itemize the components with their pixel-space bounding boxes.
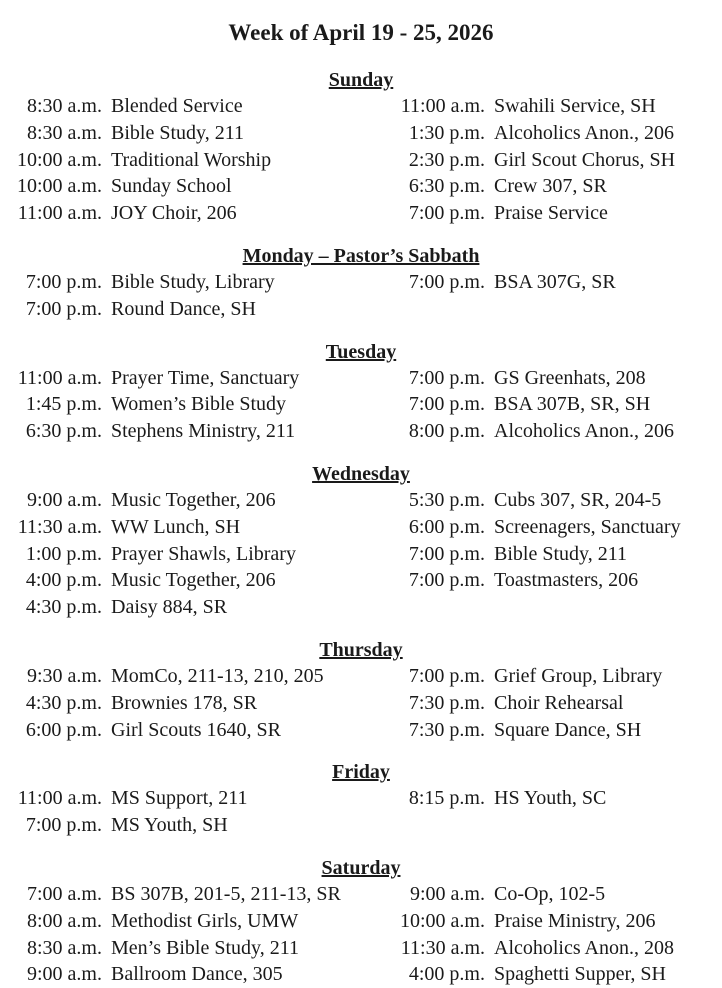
- days-container: [0, 68, 722, 988]
- event-description: MomCo, 211-13, 210, 205: [111, 664, 324, 687]
- event-time: 1:00 p.m.: [25, 542, 102, 565]
- event-description: Bible Study, 211: [111, 121, 244, 144]
- left-event-column: [0, 881, 385, 988]
- event-row: [385, 785, 722, 812]
- event-row: [0, 269, 385, 296]
- event-description: Sunday School: [111, 175, 232, 198]
- event-description: Bible Study, Library: [111, 270, 275, 293]
- day-section: [0, 462, 722, 621]
- event-time: 6:00 p.m.: [408, 515, 485, 538]
- event-time: 4:00 p.m.: [408, 963, 485, 986]
- event-description: Alcoholics Anon., 208: [494, 936, 674, 959]
- event-row: [385, 935, 722, 962]
- event-time: 11:00 a.m.: [17, 202, 102, 225]
- event-description: BS 307B, 201-5, 211-13, SR: [111, 882, 341, 905]
- event-time: 4:30 p.m.: [25, 691, 102, 714]
- event-time: 6:30 p.m.: [25, 420, 102, 443]
- event-row: [385, 663, 722, 690]
- event-row: [385, 269, 722, 296]
- event-description: WW Lunch, SH: [111, 515, 241, 538]
- event-description: Alcoholics Anon., 206: [494, 420, 674, 443]
- event-row: [0, 881, 385, 908]
- day-heading: Saturday: [321, 856, 401, 879]
- event-time: 8:30 a.m.: [27, 95, 102, 117]
- day-heading: Thursday: [319, 638, 403, 661]
- event-time: 8:30 a.m.: [27, 936, 102, 959]
- event-description: Brownies 178, SR: [111, 691, 258, 714]
- event-time: 7:00 p.m.: [25, 270, 102, 293]
- event-description: Swahili Service, SH: [494, 95, 656, 117]
- right-event-column: [385, 785, 722, 839]
- event-time: 7:00 a.m.: [27, 882, 102, 905]
- event-description: Crew 307, SR: [494, 175, 607, 198]
- day-section: [0, 760, 722, 839]
- event-time: 7:00 p.m.: [25, 814, 102, 837]
- left-event-column: [0, 785, 385, 839]
- event-description: Music Together, 206: [111, 488, 276, 511]
- event-time: 7:30 p.m.: [408, 718, 485, 741]
- day-section: [0, 856, 722, 988]
- event-time: 10:00 a.m.: [17, 148, 102, 171]
- event-row: [0, 296, 385, 323]
- event-description: Co-Op, 102-5: [494, 882, 606, 905]
- event-row: [385, 120, 722, 147]
- event-description: Prayer Time, Sanctuary: [111, 366, 300, 389]
- event-time: 7:00 p.m.: [408, 202, 485, 225]
- event-time: 7:30 p.m.: [408, 691, 485, 714]
- event-time: 8:15 p.m.: [408, 787, 485, 810]
- left-event-column: [0, 663, 385, 743]
- event-time: 7:00 p.m.: [408, 393, 485, 416]
- event-row: [0, 418, 385, 445]
- left-event-column: [0, 269, 385, 323]
- event-row: [385, 200, 722, 227]
- event-row: [0, 717, 385, 744]
- event-row: [0, 663, 385, 690]
- event-row: [0, 173, 385, 200]
- event-time: 2:30 p.m.: [408, 148, 485, 171]
- event-row: [0, 391, 385, 418]
- day-section: [0, 340, 722, 445]
- event-row: [385, 147, 722, 174]
- event-row: [385, 717, 722, 744]
- event-row: [385, 690, 722, 717]
- right-event-column: [385, 365, 722, 445]
- event-description: Praise Service: [494, 202, 608, 225]
- event-columns: [0, 785, 722, 839]
- right-event-column: [385, 881, 722, 988]
- event-columns: [0, 663, 722, 743]
- right-event-column: [385, 269, 722, 323]
- event-row: [385, 567, 722, 594]
- left-event-column: [0, 487, 385, 621]
- event-row: [0, 567, 385, 594]
- day-section: [0, 68, 722, 227]
- event-time: 9:00 a.m.: [27, 963, 102, 986]
- event-description: HS Youth, SC: [494, 787, 607, 810]
- event-row: [385, 173, 722, 200]
- event-time: 9:00 a.m.: [27, 488, 102, 511]
- right-event-column: [385, 93, 722, 227]
- event-row: [385, 365, 722, 392]
- event-description: Girl Scouts 1640, SR: [111, 718, 282, 741]
- event-columns: [0, 93, 722, 227]
- event-row: [385, 418, 722, 445]
- event-columns: [0, 269, 722, 323]
- event-description: MS Youth, SH: [111, 814, 228, 837]
- day-heading: Tuesday: [325, 340, 397, 363]
- day-heading: Wednesday: [312, 462, 410, 485]
- event-row: [0, 594, 385, 621]
- event-columns: [0, 881, 722, 988]
- event-time: 10:00 a.m.: [17, 175, 102, 198]
- event-time: 11:30 a.m.: [17, 515, 102, 538]
- event-description: BSA 307B, SR, SH: [494, 393, 651, 416]
- event-time: 6:00 p.m.: [25, 718, 102, 741]
- event-time: 5:30 p.m.: [408, 488, 485, 511]
- event-time: 1:30 p.m.: [408, 121, 485, 144]
- event-description: Bible Study, 211: [494, 542, 627, 565]
- event-row: [385, 881, 722, 908]
- event-time: 7:00 p.m.: [408, 366, 485, 389]
- event-row: [0, 690, 385, 717]
- event-time: 7:00 p.m.: [408, 664, 485, 687]
- day-section: [0, 638, 722, 743]
- event-description: Alcoholics Anon., 206: [494, 121, 674, 144]
- event-time: 9:30 a.m.: [27, 664, 102, 687]
- event-time: 8:00 a.m.: [27, 909, 102, 932]
- event-row: [0, 785, 385, 812]
- event-row: [0, 487, 385, 514]
- event-time: 7:00 p.m.: [25, 297, 102, 320]
- event-time: 11:00 a.m.: [17, 366, 102, 389]
- event-description: Girl Scout Chorus, SH: [494, 148, 676, 171]
- left-event-column: [0, 365, 385, 445]
- event-time: 4:30 p.m.: [25, 596, 102, 619]
- event-time: 10:00 a.m.: [400, 909, 485, 932]
- event-description: Grief Group, Library: [494, 664, 663, 687]
- event-row: [0, 147, 385, 174]
- event-description: Blended Service: [111, 95, 243, 117]
- day-section: [0, 244, 722, 323]
- event-description: JOY Choir, 206: [111, 202, 237, 225]
- right-event-column: [385, 487, 722, 621]
- event-description: Square Dance, SH: [494, 718, 642, 741]
- event-description: Methodist Girls, UMW: [111, 909, 299, 932]
- event-description: Prayer Shawls, Library: [111, 542, 296, 565]
- event-time: 11:30 a.m.: [400, 936, 485, 959]
- left-event-column: [0, 93, 385, 227]
- event-row: [385, 487, 722, 514]
- event-time: 1:45 p.m.: [25, 393, 102, 416]
- event-description: Cubs 307, SR, 204-5: [494, 488, 662, 511]
- event-description: Toastmasters, 206: [494, 569, 639, 592]
- event-time: 9:00 a.m.: [410, 882, 485, 905]
- page-title: Week of April 19 - 25, 2026: [228, 20, 494, 45]
- event-description: Women’s Bible Study: [111, 393, 287, 416]
- right-event-column: [385, 663, 722, 743]
- event-description: MS Support, 211: [111, 787, 248, 810]
- event-description: Round Dance, SH: [111, 297, 256, 320]
- event-row: [0, 120, 385, 147]
- event-time: 11:00 a.m.: [17, 787, 102, 810]
- event-time: 6:30 p.m.: [408, 175, 485, 198]
- event-description: Men’s Bible Study, 211: [111, 936, 299, 959]
- event-description: Spaghetti Supper, SH: [494, 963, 666, 986]
- event-description: Choir Rehearsal: [494, 691, 624, 714]
- event-row: [385, 541, 722, 568]
- event-time: 8:00 p.m.: [408, 420, 485, 443]
- event-description: Praise Ministry, 206: [494, 909, 656, 932]
- event-row: [0, 365, 385, 392]
- day-heading: Monday – Pastor’s Sabbath: [242, 244, 480, 267]
- event-description: Ballroom Dance, 305: [111, 963, 283, 986]
- event-columns: [0, 487, 722, 621]
- event-time: 11:00 a.m.: [400, 95, 485, 117]
- event-description: Stephens Ministry, 211: [111, 420, 296, 443]
- event-row: [385, 514, 722, 541]
- event-row: [385, 391, 722, 418]
- event-row: [0, 935, 385, 962]
- event-description: GS Greenhats, 208: [494, 366, 646, 389]
- event-time: 7:00 p.m.: [408, 542, 485, 565]
- event-time: 8:30 a.m.: [27, 121, 102, 144]
- event-columns: [0, 365, 722, 445]
- event-row: [385, 961, 722, 988]
- event-row: [0, 514, 385, 541]
- event-row: [0, 961, 385, 988]
- event-description: Traditional Worship: [111, 148, 272, 171]
- event-description: Music Together, 206: [111, 569, 276, 592]
- event-row: [0, 93, 385, 120]
- event-row: [0, 908, 385, 935]
- event-description: Daisy 884, SR: [111, 596, 228, 619]
- event-time: 7:00 p.m.: [408, 270, 485, 293]
- event-row: [0, 812, 385, 839]
- event-time: 7:00 p.m.: [408, 569, 485, 592]
- event-time: 4:00 p.m.: [25, 569, 102, 592]
- event-description: BSA 307G, SR: [494, 270, 616, 293]
- event-row: [0, 541, 385, 568]
- day-heading: Sunday: [328, 69, 394, 91]
- event-row: [385, 908, 722, 935]
- event-row: [385, 93, 722, 120]
- event-description: Screenagers, Sanctuary: [494, 515, 681, 538]
- day-heading: Friday: [332, 761, 390, 784]
- event-row: [0, 200, 385, 227]
